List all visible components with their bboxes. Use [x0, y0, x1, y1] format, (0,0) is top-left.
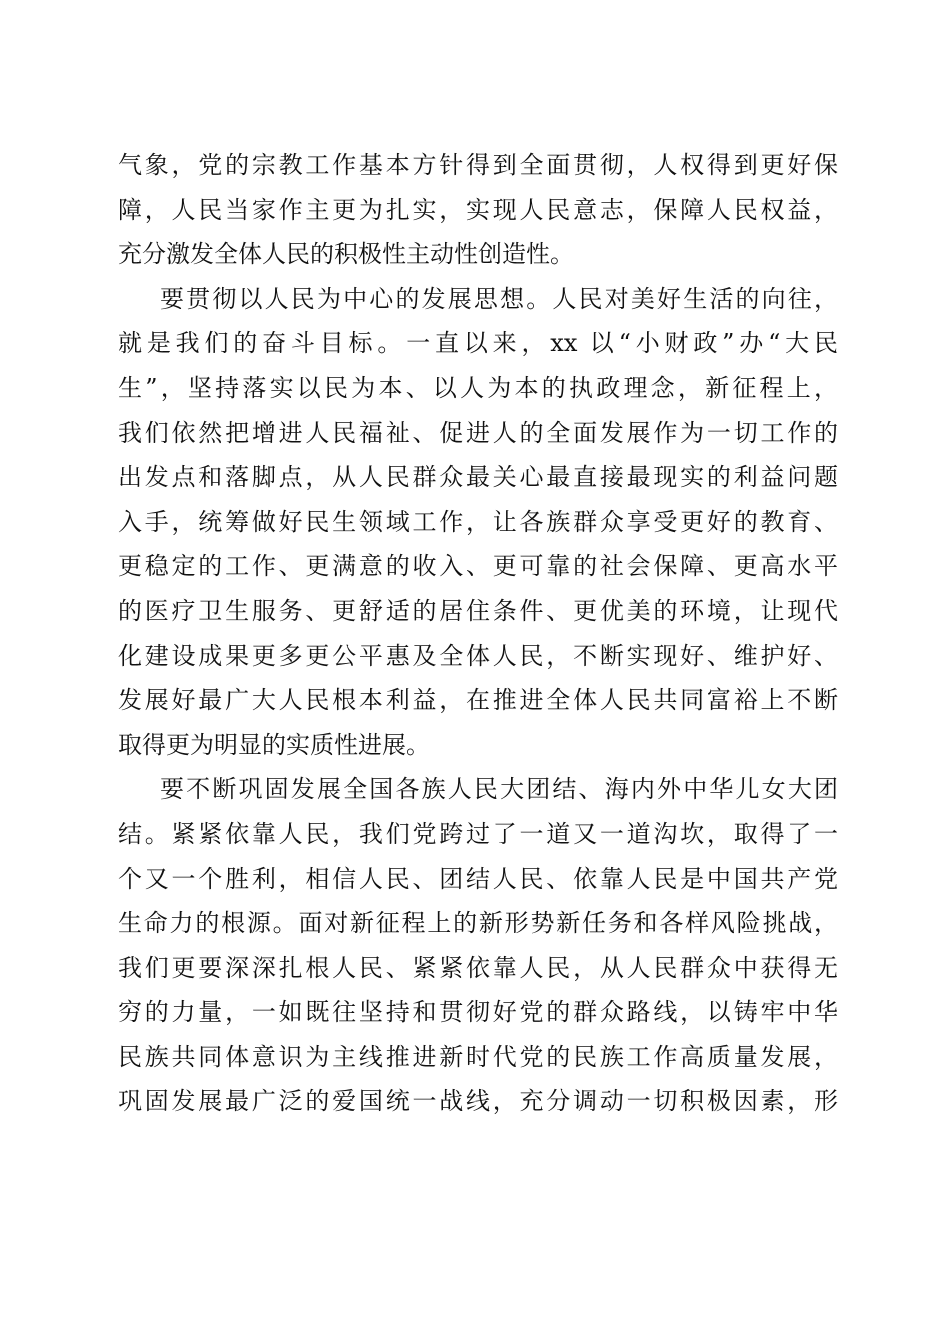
text-line-1: 气象，党的宗教工作基本方针得到全面贯彻，人权得到更好保 [118, 151, 838, 179]
text-line-14: 取得更为明显的实质性进展。 [118, 730, 430, 759]
text-line-13: 发展好最广大人民根本利益，在推进全体人民共同富裕上不断 [118, 686, 838, 715]
paragraph-2-first-line: 要贯彻以人民为中心的发展思想。人民对美好生活的向往， [160, 284, 838, 313]
text-line-7: 我们依然把增进人民福祉、促进人的全面发展作为一切工作的 [118, 418, 838, 447]
text-line-2: 障，人民当家作主更为扎实，实现人民意志，保障人民权益， [118, 195, 838, 224]
text-line-9: 入手，统筹做好民生领域工作，让各族群众享受更好的教育、 [118, 507, 838, 536]
text-line-12: 化建设成果更多更公平惠及全体人民，不断实现好、维护好、 [118, 641, 838, 670]
paragraph-3-first-line: 要不断巩固发展全国各族人民大团结、海内外中华儿女大团 [160, 775, 838, 804]
document-body [118, 143, 838, 1124]
text-line-10: 更稳定的工作、更满意的收入、更可靠的社会保障、更高水平 [118, 552, 838, 581]
text-line-19: 我们更要深深扎根人民、紧紧依靠人民，从人民群众中获得无 [118, 953, 838, 982]
text-line-5: 就是我们的奋斗目标。一直以来，xx 以“小财政”办“大民 [118, 329, 838, 358]
text-line-3: 充分激发全体人民的积极性主动性创造性。 [118, 240, 574, 269]
text-line-8: 出发点和落脚点，从人民群众最关心最直接最现实的利益问题 [118, 463, 838, 492]
text-line-22: 巩固发展最广泛的爱国统一战线，充分调动一切积极因素，形 [118, 1087, 838, 1116]
text-line-11: 的医疗卫生服务、更舒适的居住条件、更优美的环境，让现代 [118, 596, 838, 625]
text-line-17: 个又一个胜利，相信人民、团结人民、依靠人民是中国共产党 [118, 864, 838, 893]
text-line-21: 民族共同体意识为主线推进新时代党的民族工作高质量发展， [118, 1042, 838, 1071]
text-line-18: 生命力的根源。面对新征程上的新形势新任务和各样风险挑战， [118, 909, 838, 938]
text-line-20: 穷的力量，一如既往坚持和贯彻好党的群众路线，以铸牢中华 [118, 998, 838, 1027]
text-line-16: 结。紧紧依靠人民，我们党跨过了一道又一道沟坎，取得了一 [118, 819, 838, 848]
text-line-6: 生”，坚持落实以民为本、以人为本的执政理念，新征程上， [118, 373, 838, 402]
